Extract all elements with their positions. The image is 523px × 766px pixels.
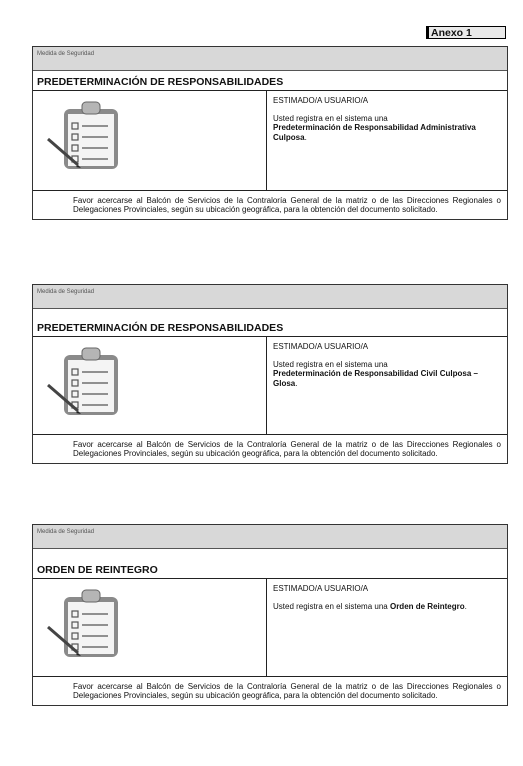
- footer-instructions: Favor acercarse al Balcón de Servicios de la Contraloría General de la matriz o de las Direcciones Regionales o Delegaciones Provinciales, según su ubicación geográfica, para la obtención del documento solicitado.: [73, 682, 501, 701]
- message: Usted registra en el sistema una Predeterminación de Responsabilidad Civil Culposa – Glosa.: [273, 359, 478, 388]
- message-highlight: Predeterminación de Responsabilidad Civil Culposa – Glosa: [273, 369, 478, 388]
- annex-label: Anexo 1: [426, 26, 506, 39]
- message-highlight: Orden de Reintegro: [389, 601, 465, 611]
- card-header: Medida de Seguridad: [33, 525, 507, 549]
- message: Usted registra en el sistema una Predeterminación de Responsabilidad Administrativa Culposa.: [273, 113, 476, 142]
- footer-instructions: Favor acercarse al Balcón de Servicios de la Contraloría General de la matriz o de las Direcciones Regionales o Delegaciones Provinciales, según su ubicación geográfica, para la obtención del documento solicitado.: [73, 196, 501, 215]
- greeting: ESTIMADO/A USUARIO/A: [273, 584, 369, 593]
- clipboard-checklist-icon: [44, 587, 130, 659]
- greeting: ESTIMADO/A USUARIO/A: [273, 96, 369, 105]
- footer-instructions: Favor acercarse al Balcón de Servicios de la Contraloría General de la matriz o de las Direcciones Regionales o Delegaciones Provinciales, según su ubicación geográfica, para la obtención del documento solicitado.: [73, 440, 501, 459]
- card-title: PREDETERMINACIÓN DE RESPONSABILIDADES: [33, 75, 507, 91]
- message-cell: [267, 91, 507, 190]
- card-title: ORDEN DE REINTEGRO: [33, 563, 507, 579]
- card-title: PREDETERMINACIÓN DE RESPONSABILIDADES: [33, 321, 507, 337]
- message: Usted registra en el sistema una Orden de Reintegro.: [273, 601, 467, 611]
- message-cell: [267, 337, 507, 434]
- security-card-2: [32, 284, 508, 464]
- greeting: ESTIMADO/A USUARIO/A: [273, 342, 369, 351]
- icon-cell: [33, 91, 267, 190]
- card-body-row: [33, 579, 507, 677]
- card-header: Medida de Seguridad: [33, 285, 507, 309]
- message-highlight: Predeterminación de Responsabilidad Administrativa Culposa: [273, 123, 476, 142]
- icon-cell: [33, 579, 267, 676]
- card-body-row: [33, 337, 507, 435]
- security-card-1: [32, 46, 508, 220]
- icon-cell: [33, 337, 267, 434]
- card-header: Medida de Seguridad: [33, 47, 507, 71]
- clipboard-checklist-icon: [44, 345, 130, 417]
- security-card-3: [32, 524, 508, 706]
- message-cell: [267, 579, 507, 676]
- card-body-row: [33, 91, 507, 191]
- clipboard-checklist-icon: [44, 99, 130, 171]
